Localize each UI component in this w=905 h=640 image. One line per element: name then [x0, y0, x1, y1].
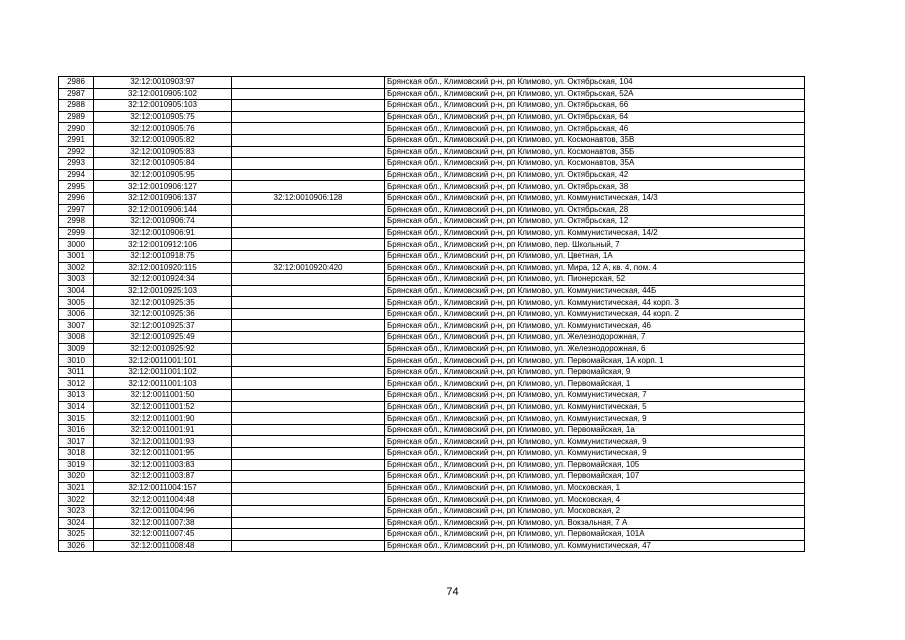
cadastral-number-cell: 32:12:0011004:96: [94, 505, 232, 517]
previous-cadastral-number-cell: [232, 158, 385, 170]
row-number-cell: 2987: [59, 88, 94, 100]
table-row: [59, 158, 805, 170]
row-number-cell: 3008: [59, 332, 94, 344]
row-number-cell: 2994: [59, 169, 94, 181]
address-cell: Брянская обл., Климовский р-н, рп Климово, ул. Коммунистическая, 46: [385, 320, 805, 332]
address-cell: Брянская обл., Климовский р-н, рп Климово, ул. Пионерская, 52: [385, 274, 805, 286]
address-cell: Брянская обл., Климовский р-н, рп Климово, ул. Первомайская, 105: [385, 459, 805, 471]
address-cell: Брянская обл., Климовский р-н, рп Климово, ул. Первомайская, 101А: [385, 529, 805, 541]
table-row: [59, 285, 805, 297]
table-row: [59, 320, 805, 332]
previous-cadastral-number-cell: [232, 413, 385, 425]
previous-cadastral-number-cell: [232, 529, 385, 541]
row-number-cell: 3010: [59, 355, 94, 367]
table-row: [59, 146, 805, 158]
previous-cadastral-number-cell: [232, 216, 385, 228]
table-row: [59, 540, 805, 552]
address-cell: Брянская обл., Климовский р-н, рп Климово, ул. Октябрьская, 28: [385, 204, 805, 216]
row-number-cell: 2991: [59, 134, 94, 146]
cadastral-number-cell: 32:12:0010924:34: [94, 274, 232, 286]
cadastral-number-cell: 32:12:0011001:103: [94, 378, 232, 390]
cadastral-number-cell: 32:12:0011001:91: [94, 424, 232, 436]
table-row: [59, 529, 805, 541]
table-row: [59, 332, 805, 344]
previous-cadastral-number-cell: [232, 146, 385, 158]
cadastral-number-cell: 32:12:0011001:95: [94, 448, 232, 460]
address-cell: Брянская обл., Климовский р-н, рп Климово, ул. Первомайская, 9: [385, 366, 805, 378]
table-row: [59, 448, 805, 460]
previous-cadastral-number-cell: [232, 227, 385, 239]
address-cell: Брянская обл., Климовский р-н, рп Климово, ул. Коммунистическая, 44 корп. 2: [385, 308, 805, 320]
row-number-cell: 3023: [59, 505, 94, 517]
address-cell: Брянская обл., Климовский р-н, рп Климово, пер. Школьный, 7: [385, 239, 805, 251]
cadastral-number-cell: 32:12:0010906:137: [94, 192, 232, 204]
table-row: [59, 250, 805, 262]
previous-cadastral-number-cell: [232, 134, 385, 146]
previous-cadastral-number-cell: [232, 88, 385, 100]
address-cell: Брянская обл., Климовский р-н, рп Климово, ул. Железнодорожная, 6: [385, 343, 805, 355]
previous-cadastral-number-cell: [232, 482, 385, 494]
row-number-cell: 3019: [59, 459, 94, 471]
row-number-cell: 3021: [59, 482, 94, 494]
address-cell: Брянская обл., Климовский р-н, рп Климово, ул. Московская, 2: [385, 505, 805, 517]
previous-cadastral-number-cell: [232, 204, 385, 216]
address-cell: Брянская обл., Климовский р-н, рп Климово, ул. Коммунистическая, 5: [385, 401, 805, 413]
previous-cadastral-number-cell: [232, 77, 385, 89]
table-row: [59, 459, 805, 471]
table-body: [59, 77, 805, 552]
cadastral-number-cell: 32:12:0011003:87: [94, 471, 232, 483]
table-row: [59, 274, 805, 286]
address-cell: Брянская обл., Климовский р-н, рп Климово, ул. Первомайская, 1а: [385, 424, 805, 436]
cadastral-number-cell: 32:12:0010905:103: [94, 100, 232, 112]
previous-cadastral-number-cell: [232, 471, 385, 483]
cadastral-number-cell: 32:12:0011001:52: [94, 401, 232, 413]
cadastral-number-cell: 32:12:0010905:82: [94, 134, 232, 146]
cadastral-number-cell: 32:12:0010918:75: [94, 250, 232, 262]
cadastral-number-cell: 32:12:0010905:76: [94, 123, 232, 135]
cadastral-number-cell: 32:12:0010920:115: [94, 262, 232, 274]
table-row: [59, 366, 805, 378]
row-number-cell: 3006: [59, 308, 94, 320]
previous-cadastral-number-cell: [232, 169, 385, 181]
row-number-cell: 3012: [59, 378, 94, 390]
cadastral-number-cell: 32:12:0010925:103: [94, 285, 232, 297]
address-cell: Брянская обл., Климовский р-н, рп Климово, ул. Коммунистическая, 14/3: [385, 192, 805, 204]
address-cell: Брянская обл., Климовский р-н, рп Климово, ул. Мира, 12 А, кв. 4, пом. 4: [385, 262, 805, 274]
previous-cadastral-number-cell: [232, 424, 385, 436]
cadastral-number-cell: 32:12:0010906:144: [94, 204, 232, 216]
address-cell: Брянская обл., Климовский р-н, рп Климово, ул. Октябрьская, 42: [385, 169, 805, 181]
previous-cadastral-number-cell: [232, 343, 385, 355]
row-number-cell: 3011: [59, 366, 94, 378]
table-row: [59, 134, 805, 146]
previous-cadastral-number-cell: 32:12:0010906:128: [232, 192, 385, 204]
cadastral-number-cell: 32:12:0010906:91: [94, 227, 232, 239]
address-cell: Брянская обл., Климовский р-н, рп Климово, ул. Октябрьская, 104: [385, 77, 805, 89]
row-number-cell: 2998: [59, 216, 94, 228]
address-cell: Брянская обл., Климовский р-н, рп Климово, ул. Коммунистическая, 9: [385, 413, 805, 425]
address-cell: Брянская обл., Климовский р-н, рп Климово, ул. Октябрьская, 52А: [385, 88, 805, 100]
cadastral-number-cell: 32:12:0011001:93: [94, 436, 232, 448]
previous-cadastral-number-cell: [232, 274, 385, 286]
table-row: [59, 181, 805, 193]
address-cell: Брянская обл., Климовский р-н, рп Климово, ул. Вокзальная, 7 А: [385, 517, 805, 529]
address-cell: Брянская обл., Климовский р-н, рп Климово, ул. Коммунистическая, 7: [385, 390, 805, 402]
page-number: 74: [446, 586, 459, 598]
row-number-cell: 3024: [59, 517, 94, 529]
table-row: [59, 424, 805, 436]
previous-cadastral-number-cell: [232, 436, 385, 448]
address-cell: Брянская обл., Климовский р-н, рп Климово, ул. Первомайская, 1: [385, 378, 805, 390]
previous-cadastral-number-cell: [232, 285, 385, 297]
address-cell: Брянская обл., Климовский р-н, рп Климово, ул. Космонавтов, 35А: [385, 158, 805, 170]
address-cell: Брянская обл., Климовский р-н, рп Климово, ул. Октябрьская, 64: [385, 111, 805, 123]
cadastral-number-cell: 32:12:0010905:75: [94, 111, 232, 123]
table-row: [59, 169, 805, 181]
table-row: [59, 378, 805, 390]
row-number-cell: 3004: [59, 285, 94, 297]
cadastral-number-cell: 32:12:0011004:157: [94, 482, 232, 494]
cadastral-number-cell: 32:12:0010905:84: [94, 158, 232, 170]
address-cell: Брянская обл., Климовский р-н, рп Климово, ул. Коммунистическая, 14/2: [385, 227, 805, 239]
previous-cadastral-number-cell: [232, 123, 385, 135]
previous-cadastral-number-cell: [232, 332, 385, 344]
row-number-cell: 3003: [59, 274, 94, 286]
row-number-cell: 3026: [59, 540, 94, 552]
address-cell: Брянская обл., Климовский р-н, рп Климово, ул. Коммунистическая, 9: [385, 436, 805, 448]
previous-cadastral-number-cell: [232, 505, 385, 517]
table-row: [59, 204, 805, 216]
previous-cadastral-number-cell: [232, 181, 385, 193]
cadastral-number-cell: 32:12:0011001:50: [94, 390, 232, 402]
cadastral-number-cell: 32:12:0011007:45: [94, 529, 232, 541]
table-row: [59, 100, 805, 112]
previous-cadastral-number-cell: [232, 111, 385, 123]
address-cell: Брянская обл., Климовский р-н, рп Климово, ул. Октябрьская, 12: [385, 216, 805, 228]
previous-cadastral-number-cell: [232, 390, 385, 402]
address-cell: Брянская обл., Климовский р-н, рп Климово, ул. Коммунистическая, 47: [385, 540, 805, 552]
cadastral-number-cell: 32:12:0010925:37: [94, 320, 232, 332]
row-number-cell: 2990: [59, 123, 94, 135]
cadastral-number-cell: 32:12:0011004:48: [94, 494, 232, 506]
table-row: [59, 413, 805, 425]
address-cell: Брянская обл., Климовский р-н, рп Климово, ул. Космонавтов, 35В: [385, 134, 805, 146]
row-number-cell: 3000: [59, 239, 94, 251]
row-number-cell: 3025: [59, 529, 94, 541]
row-number-cell: 3002: [59, 262, 94, 274]
table-row: [59, 343, 805, 355]
row-number-cell: 3009: [59, 343, 94, 355]
table-row: [59, 355, 805, 367]
previous-cadastral-number-cell: [232, 517, 385, 529]
previous-cadastral-number-cell: [232, 250, 385, 262]
table-row: [59, 308, 805, 320]
row-number-cell: 2996: [59, 192, 94, 204]
cadastral-number-cell: 32:12:0011001:101: [94, 355, 232, 367]
address-cell: Брянская обл., Климовский р-н, рп Климово, ул. Коммунистическая, 44Б: [385, 285, 805, 297]
address-cell: Брянская обл., Климовский р-н, рп Климово, ул. Первомайская, 1А корп. 1: [385, 355, 805, 367]
property-register-table: [58, 76, 805, 552]
row-number-cell: 2986: [59, 77, 94, 89]
previous-cadastral-number-cell: 32:12:0010920:420: [232, 262, 385, 274]
row-number-cell: 2993: [59, 158, 94, 170]
address-cell: Брянская обл., Климовский р-н, рп Климово, ул. Октябрьская, 38: [385, 181, 805, 193]
row-number-cell: 3005: [59, 297, 94, 309]
row-number-cell: 2989: [59, 111, 94, 123]
previous-cadastral-number-cell: [232, 239, 385, 251]
cadastral-number-cell: 32:12:0011003:83: [94, 459, 232, 471]
table-row: [59, 505, 805, 517]
table-row: [59, 216, 805, 228]
table-row: [59, 390, 805, 402]
row-number-cell: 3016: [59, 424, 94, 436]
table-row: [59, 436, 805, 448]
table-row: [59, 482, 805, 494]
table-row: [59, 77, 805, 89]
cadastral-number-cell: 32:12:0010906:74: [94, 216, 232, 228]
row-number-cell: 3007: [59, 320, 94, 332]
cadastral-number-cell: 32:12:0011001:102: [94, 366, 232, 378]
row-number-cell: 2992: [59, 146, 94, 158]
row-number-cell: 2995: [59, 181, 94, 193]
address-cell: Брянская обл., Климовский р-н, рп Климово, ул. Железнодорожная, 7: [385, 332, 805, 344]
cadastral-number-cell: 32:12:0011007:38: [94, 517, 232, 529]
previous-cadastral-number-cell: [232, 100, 385, 112]
row-number-cell: 3013: [59, 390, 94, 402]
table-row: [59, 239, 805, 251]
address-cell: Брянская обл., Климовский р-н, рп Климово, ул. Октябрьская, 66: [385, 100, 805, 112]
table-row: [59, 494, 805, 506]
address-cell: Брянская обл., Климовский р-н, рп Климово, ул. Московская, 1: [385, 482, 805, 494]
cadastral-number-cell: 32:12:0010903:97: [94, 77, 232, 89]
table-row: [59, 227, 805, 239]
table-row: [59, 123, 805, 135]
previous-cadastral-number-cell: [232, 366, 385, 378]
table-row: [59, 262, 805, 274]
cadastral-number-cell: 32:12:0010925:92: [94, 343, 232, 355]
row-number-cell: 3014: [59, 401, 94, 413]
previous-cadastral-number-cell: [232, 448, 385, 460]
table-row: [59, 88, 805, 100]
address-cell: Брянская обл., Климовский р-н, рп Климово, ул. Первомайская, 107: [385, 471, 805, 483]
table-row: [59, 401, 805, 413]
cadastral-number-cell: 32:12:0011001:90: [94, 413, 232, 425]
table-row: [59, 471, 805, 483]
row-number-cell: 2997: [59, 204, 94, 216]
address-cell: Брянская обл., Климовский р-н, рп Климово, ул. Октябрьская, 46: [385, 123, 805, 135]
table-row: [59, 111, 805, 123]
row-number-cell: 3020: [59, 471, 94, 483]
cadastral-number-cell: 32:12:0010925:49: [94, 332, 232, 344]
cadastral-number-cell: 32:12:0010905:102: [94, 88, 232, 100]
address-cell: Брянская обл., Климовский р-н, рп Климово, ул. Цветная, 1А: [385, 250, 805, 262]
previous-cadastral-number-cell: [232, 540, 385, 552]
cadastral-number-cell: 32:12:0010925:35: [94, 297, 232, 309]
previous-cadastral-number-cell: [232, 355, 385, 367]
table-row: [59, 192, 805, 204]
address-cell: Брянская обл., Климовский р-н, рп Климово, ул. Космонавтов, 35Б: [385, 146, 805, 158]
cadastral-number-cell: 32:12:0010905:83: [94, 146, 232, 158]
cadastral-number-cell: 32:12:0011008:48: [94, 540, 232, 552]
row-number-cell: 3017: [59, 436, 94, 448]
table-row: [59, 297, 805, 309]
row-number-cell: 3022: [59, 494, 94, 506]
row-number-cell: 2988: [59, 100, 94, 112]
previous-cadastral-number-cell: [232, 320, 385, 332]
row-number-cell: 2999: [59, 227, 94, 239]
table-row: [59, 517, 805, 529]
previous-cadastral-number-cell: [232, 401, 385, 413]
cadastral-number-cell: 32:12:0010912:106: [94, 239, 232, 251]
previous-cadastral-number-cell: [232, 308, 385, 320]
address-cell: Брянская обл., Климовский р-н, рп Климово, ул. Коммунистическая, 44 корп. 3: [385, 297, 805, 309]
cadastral-number-cell: 32:12:0010905:95: [94, 169, 232, 181]
previous-cadastral-number-cell: [232, 459, 385, 471]
cadastral-number-cell: 32:12:0010906:127: [94, 181, 232, 193]
previous-cadastral-number-cell: [232, 297, 385, 309]
previous-cadastral-number-cell: [232, 494, 385, 506]
row-number-cell: 3001: [59, 250, 94, 262]
row-number-cell: 3015: [59, 413, 94, 425]
row-number-cell: 3018: [59, 448, 94, 460]
cadastral-number-cell: 32:12:0010925:36: [94, 308, 232, 320]
address-cell: Брянская обл., Климовский р-н, рп Климово, ул. Коммунистическая, 9: [385, 448, 805, 460]
previous-cadastral-number-cell: [232, 378, 385, 390]
address-cell: Брянская обл., Климовский р-н, рп Климово, ул. Московская, 4: [385, 494, 805, 506]
